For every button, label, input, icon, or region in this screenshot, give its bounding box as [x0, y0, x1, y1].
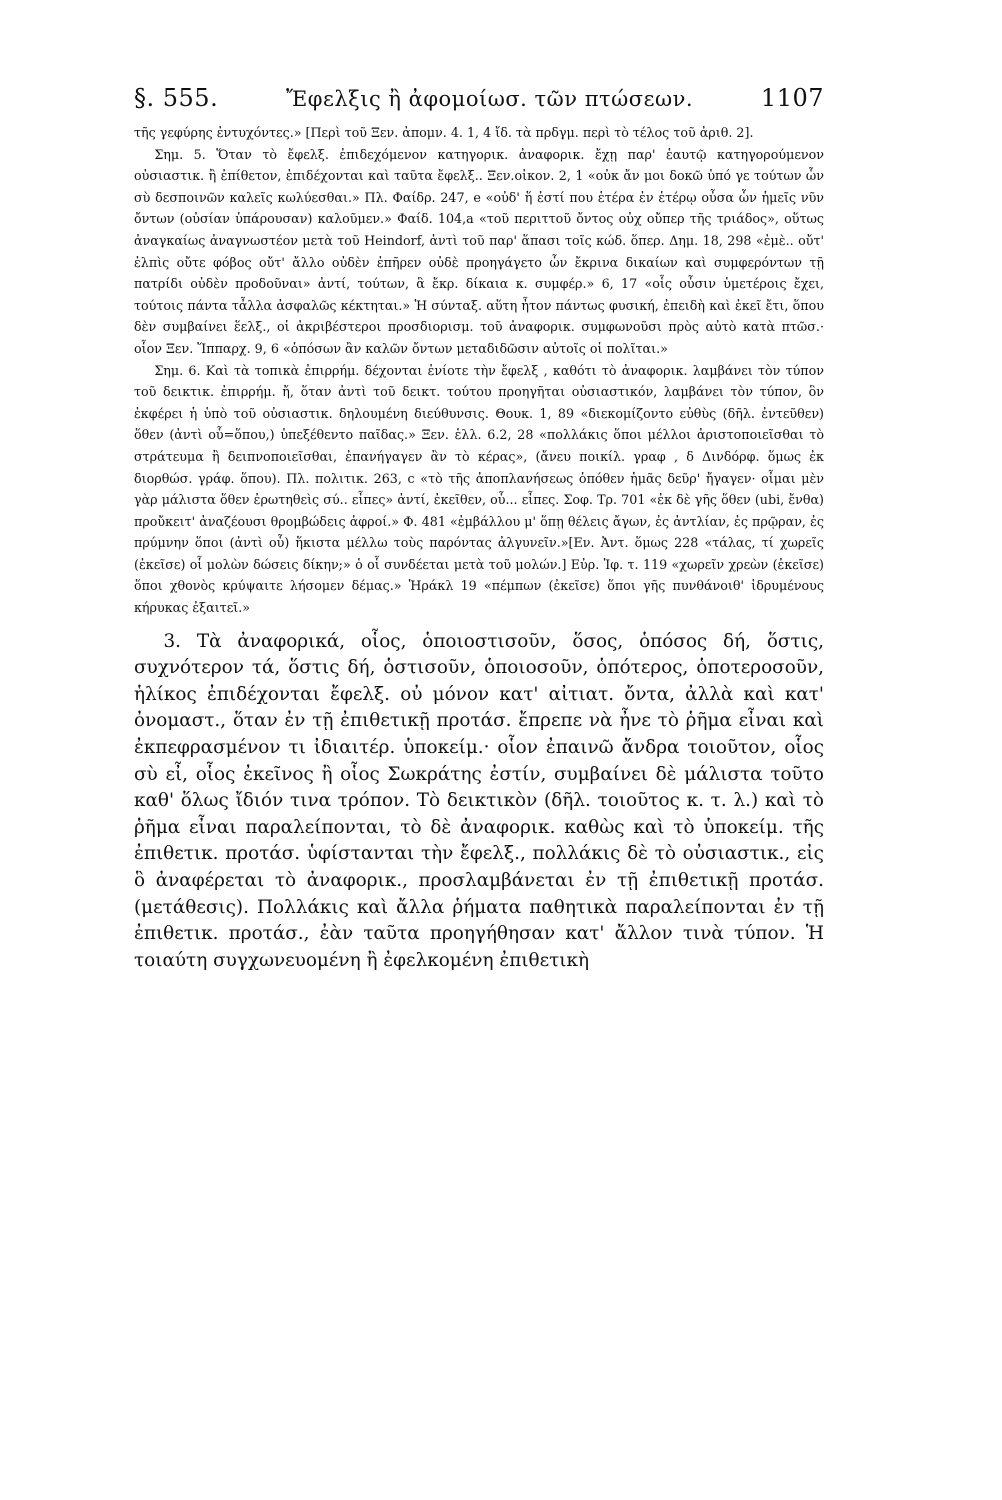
book-page [134, 84, 824, 974]
notes-block [134, 122, 824, 619]
section-number: §. 555. [134, 84, 219, 112]
main-text-block [134, 629, 824, 975]
continued-paragraph: τῆς γεφύρης ἐντυχόντες.» [Περὶ τοῦ Ξεν. ἀπομν. 4. 1, 4 ἴδ. τὰ πρδγμ. περὶ τὸ τέλος τοῦ ἀριθ. 2]. [134, 125, 754, 140]
note-6-paragraph: Σημ. 6. Καὶ τὰ τοπικὰ ἐπιρρήμ. δέχονται ἐνίοτε τὴν ἔφελξ , καθότι τὸ ἀναφορικ. λαμβάνει τὸν τύπον τοῦ δεικτικ. ἐπιρρήμ. ἤ, ὅταν ἀντὶ τοῦ δεικτ. τούτου προηγῆται οὐσιαστικόν, λαμβάνει τὸν τύπον, ὃν ἐκφέρει ἡ ὑπὸ τοῦ οὐσιαστικ. δηλουμένη διεύθυνσις. Θουκ. 1, 89 «διεκομίζοντο εὐθὺς (δῆλ. ἐντεῦθεν) ὅθεν (ἀντὶ οὗ=ὅπου,) ὑπεξέθεντο παῖδας.» Ξεν. ἑλλ. 6.2, 28 «πολλάκις ὅποι μέλλοι ἀριστοποιεῖσθαι τὸ στράτευμα ἢ δειπνοποιεῖσθαι, ἐπανήγαγεν ἂν τὸ κέρας», (ἄνευ ποικίλ. γραφ , δ Δινδόρφ. ὅμως ἐκ διορθώσ. γράφ. ὅπου). Πλ. πολιτικ. 263, c «τὸ τῆς ἀποπλανήσεως ὁπόθεν ἡμᾶς δεῦρ' ἤγαγεν· οἶμαι μὲν γὰρ μάλιστα ὅθεν ἐρωτηθεὶς σύ.. εἶπες» ἀντί, ἐκεῖθεν, οὗ... εἶπες. Σοφ. Τρ. 701 «ἐκ δὲ γῆς ὅθεν (ubi, ἔνθα) προὔκειτ' ἀναζέουσι θρομβώδεις ἀφροί.» Φ. 481 «ἐμβάλλου μ' ὅπῃ θέλεις ἄγων, ἐς ἀντλίαν, ἐς πρῷραν, ἐς πρύμνην ὅποι (ἀντὶ οὗ) ἥκιστα μέλλω τοὺς παρόντας ἀλγυνεῖν.»[Εν. Ἀντ. ὅμως 228 «τάλας, τί χωρεῖς (ἐκεῖσε) οἷ μολὼν δώσεις δίκην;» ὁ οἷ συνδέεται μετὰ τοῦ μολών.] Εὐρ. Ἰφ. τ. 119 «χωρεῖν χρεὼν (ἐκεῖσε) ὅποι χθονὸς κρύψαιτε λήσομεν δέμας.» Ἡράκλ 19 «πέμπων (ἐκεῖσε) ὅποι γῆς πυνθάνοιθ' ἱδρυμένους κήρυκας ἐξαιτεῖ.» [134, 362, 824, 616]
section-3-paragraph: 3. Τὰ ἀναφορικά, οἷος, ὁποιοστισοῦν, ὅσος, ὁπόσος δή, ὅστις, συχνότερον τά, ὅστις δή, ὁστισοῦν, ὁποιοσοῦν, ὁπότερος, ὁποτεροσοῦν, ἡλίκος ἐπιδέχονται ἔφελξ. οὐ μόνον κατ' αἰτιατ. ὄντα, ἀλλὰ καὶ κατ' ὀνομαστ., ὅταν ἐν τῇ ἐπιθετικῇ προτάσ. ἔπρεπε νὰ ἦνε τὸ ῥῆμα εἶναι καὶ ἐκπεφρασμένον τι ἰδιαιτέρ. ὑποκείμ.· οἷον ἐπαινῶ ἄνδρα τοιοῦτον, οἷος σὺ εἶ, οἷος ἐκεῖνος ἢ οἷος Σωκράτης ἐστίν, συμβαίνει δὲ μάλιστα τοῦτο καθ' ὅλως ἴδιόν τινα τρόπον. Τὸ δεικτικὸν (δῆλ. τοιοῦτος κ. τ. λ.) καὶ τὸ ῥῆμα εἶναι παραλείπονται, τὸ δὲ ἀναφορικ. καθὼς καὶ τὸ ὑποκείμ. τῆς ἐπιθετικ. προτάσ. ὑφίστανται τὴν ἔφελξ., πολλάκις δὲ τὸ οὐσιαστικ., εἰς ὃ ἀναφέρεται τὸ ἀναφορικ., προσλαμβάνεται ἐν τῇ ἐπιθετικῇ προτάσ. (μετάθεσις). Πολλάκις καὶ ἄλλα ῥήματα παθητικὰ παραλείπονται ἐν τῇ ἐπιθετικ. προτάσ., ἐὰν ταῦτα προηγήθησαν κατ' ἄλλον τινὰ τύπον. Ἡ τοιαύτη συγχωνευομένη ἢ ἐφελκομένη ἐπιθετικὴ [134, 630, 824, 971]
page-number: 1107 [760, 84, 824, 112]
running-header [134, 84, 824, 112]
note-5-paragraph: Σημ. 5. Ὅταν τὸ ἔφελξ. ἐπιδεχόμενον κατηγορικ. ἀναφορικ. ἔχῃ παρ' ἑαυτῷ κατηγορούμενον οὐσιαστικ. ἢ ἐπίθετον, ἐπιδέχονται καὶ ταῦτα ἔφελξ.. Ξεν.οἰκον. 2, 1 «οὐκ ἄν μοι δοκῶ ὑπό γε τούτων ὧν σὺ δεσποινῶν καλεῖς κωλύεσθαι.» Πλ. Φαίδρ. 247, e «οὐδ' ἥ ἐστί που ἑτέρα ἐν ἑτέρῳ οὖσα ὧν ἡμεῖς νῦν ὄντων (οὐσίαν ὑπάρουσαν) καλοῦμεν.» Φαίδ. 104,a «τοῦ περιττοῦ ὄντος οὐχ οὔπερ τῆς τριάδος», οὕτως ἀναγκαίως ἀναγνωστέον μετὰ τοῦ Heindorf, ἀντὶ τοῦ παρ' ἅπασι τοῖς κώδ. ὅπερ. Δημ. 18, 298 «ἐμὲ.. οὔτ' ἐλπὶς οὔτε φόβος οὔτ' ἄλλο οὐδὲν ἐπῆρεν οὐδὲ προηγάγετο ὧν ἔκρινα δικαίων καὶ συμφερόντων τῇ πατρίδι οὐδὲν προδοῦναι» ἀντί, τούτων, ἃ ἔκρ. δίκαια κ. συμφέρ.» 6, 17 «οἷς οὖσιν ὑμετέροις ἔχει, τούτοις πάντα τἆλλα ἀσφαλῶς κέκτηται.» Ἡ σύνταξ. αὕτη ἦτον πάντως φυσική, ἐπειδὴ καὶ ἐκεῖ ἔτι, ὅπου δὲν συμβαίνει ἕελξ., οἱ ἀκριβέστεροι προσδιορισμ. τοῦ ἀναφορικ. συμφωνοῦσι πρὸς αὐτὸ κατὰ πτῶσ.· οἷον Ξεν. Ἵππαρχ. 9, 6 «ὁπόσων ἂν καλῶν ὄντων μεταδιδῶσιν αὐτοῖς οἱ πολῖται.» [134, 146, 824, 356]
running-title: Ἔφελξις ἢ ἀφομοίωσ. τῶν πτώσεων. [286, 87, 694, 111]
